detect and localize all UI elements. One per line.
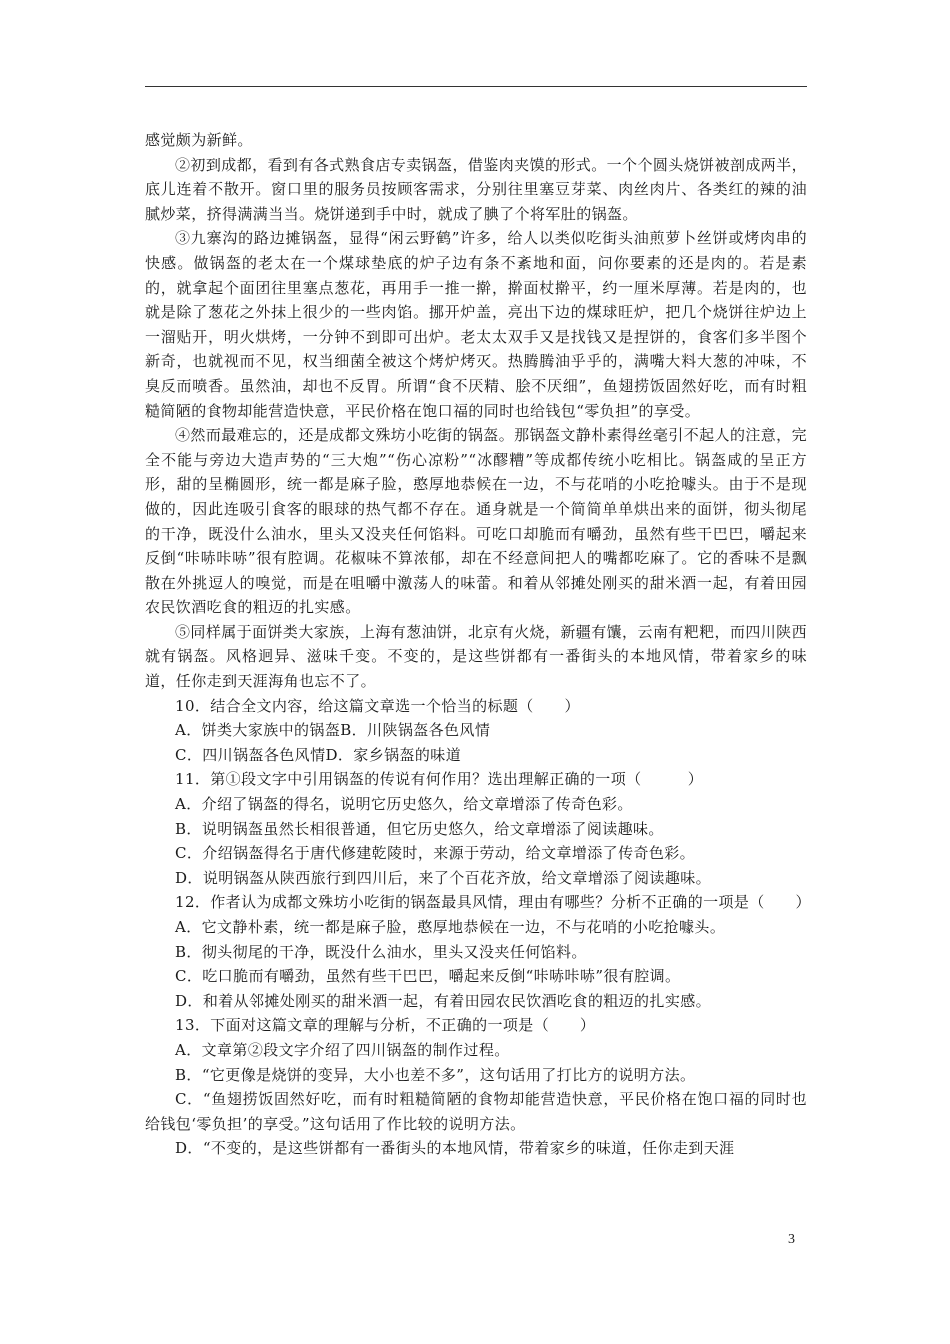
- paragraph-5: ⑤同样属于面饼类大家族，上海有葱油饼，北京有火烧，新疆有馕，云南有粑粑，而四川陕西就有锅盔。风格迥异、滋味千变。不变的，是这些饼都有一番街头的本地风情，带着家乡的味道，任你走到天涯海角也忘不了。: [145, 622, 807, 691]
- page-number: 3: [788, 1232, 795, 1247]
- question-11-option-b: B．说明锅盔虽然长相很普通，但它历史悠久，给文章增添了阅读趣味。: [175, 819, 664, 838]
- question-13-option-a: A．文章第②段文字介绍了四川锅盔的制作过程。: [175, 1040, 510, 1059]
- header-rule: [145, 86, 807, 87]
- question-12-option-d: D．和着从邻摊处刚买的甜米酒一起，有着田园农民饮酒吃食的粗迈的扎实感。: [175, 991, 712, 1010]
- question-13-stem: 13．下面对这篇文章的理解与分析，不正确的一项是（ ）: [175, 1016, 596, 1035]
- question-10-options-line1: A．饼类大家族中的锅盔B．川陕锅盔各色风情: [175, 721, 491, 740]
- question-12-option-c: C．吃口脆而有嚼劲，虽然有些干巴巴，嚼起来反倒“咔哧咔哧”很有腔调。: [175, 967, 681, 986]
- paragraph-4: ④然而最难忘的，还是成都文殊坊小吃街的锅盔。那锅盔文静朴素得丝毫引不起人的注意，完全不能与旁边大造声势的“三大炮”“伤心凉粉”“冰醪糟”等成都传统小吃相比。锅盔咸的呈正方形，甜的呈椭圆形，统一都是麻子脸，憨厚地恭候在一边，不与花哨的小吃抢噱头。由于不是现做的，因此连吸引食客的眼球的热气都不存在。通身就是一个简简单单烘出来的面饼，彻头彻尾的干净，既没什么油水，里头又没夹任何馅料。可吃口却脆而有嚼劲，虽然有些干巴巴，嚼起来反倒“咔哧咔哧”很有腔调。花椒味不算浓郁，却在不经意间把人的嘴都吃麻了。它的香味不是飘散在外挑逗人的嗅觉，而是在咀嚼中激荡人的味蕾。和着从邻摊处刚买的甜米酒一起，有着田园农民饮酒吃食的粗迈的扎实感。: [145, 426, 807, 617]
- question-12-option-b: B．彻头彻尾的干净，既没什么油水，里头又没夹任何馅料。: [175, 942, 587, 961]
- question-13-option-b: B．“它更像是烧饼的变异，大小也差不多”，这句话用了打比方的说明方法。: [175, 1065, 696, 1084]
- question-11-option-d: D．说明锅盔从陕西旅行到四川后，来了个百花齐放，给文章增添了阅读趣味。: [175, 868, 712, 887]
- question-11-stem: 11．第①段文字中引用锅盔的传说有何作用？选出理解正确的一项（ ）: [175, 770, 704, 789]
- question-12-stem: 12．作者认为成都文殊坊小吃街的锅盔最具风情，理由有哪些？分析不正确的一项是（ ）: [175, 893, 811, 912]
- question-11-option-c: C．介绍锅盔得名于唐代修建乾陵时，来源于劳动，给文章增添了传奇色彩。: [175, 844, 696, 863]
- question-10-stem: 10．结合全文内容，给这篇文章选一个恰当的标题（ ）: [175, 696, 580, 715]
- question-13-option-c: C．“鱼翅捞饭固然好吃，而有时粗糙简陋的食物却能营造快意，平民价格在饱口福的同时也给钱包‘零负担’的享受。”这句话用了作比较的说明方法。: [145, 1090, 807, 1133]
- question-13-option-d: D．“不变的，是这些饼都有一番街头的本地风情，带着家乡的味道，任你走到天涯: [175, 1139, 735, 1158]
- question-10-options-line2: C．四川锅盔各色风情D．家乡锅盔的味道: [175, 745, 462, 764]
- paragraph-2: ②初到成都，看到有各式熟食店专卖锅盔，借鉴肉夹馍的形式。一个个圆头烧饼被剖成两半，底儿连着不散开。窗口里的服务员按顾客需求，分别往里塞豆芽菜、肉丝肉片、各类红的辣的油腻炒菜，挤得满满当当。烧饼递到手中时，就成了腆了个将军肚的锅盔。: [145, 155, 807, 223]
- paragraph-3: ③九寨沟的路边摊锅盔，显得“闲云野鹤”许多，给人以类似吃街头油煎萝卜丝饼或烤肉串的快感。做锅盔的老太在一个煤球垫底的炉子边有条不紊地和面，问你要素的还是肉的。若是素的，就拿起个面团往里塞点葱花，再用手一推一擀，擀面杖擀平，约一厘米厚薄。若是肉的，也就是除了葱花之外抹上很少的一些肉馅。挪开炉盖，亮出下边的煤球旺炉，把几个烧饼往炉边上一溜贴开，明火烘烤，一分钟不到即可出炉。老太太双手又是找钱又是捏饼的，食客们多半图个新奇，也就视而不见，权当细菌全被这个烤炉烤灭。热腾腾油乎乎的，满嘴大料大葱的冲味，不臭反而喷香。虽然油，却也不反胃。所谓“食不厌精、脍不厌细”，鱼翅捞饭固然好吃，而有时粗糙简陋的食物却能营造快意，平民价格在饱口福的同时也给钱包“零负担”的享受。: [145, 229, 807, 420]
- question-11-option-a: A．介绍了锅盔的得名，说明它历史悠久，给文章增添了传奇色彩。: [175, 795, 633, 814]
- paragraph-continued: 感觉颇为新鲜。: [145, 131, 253, 149]
- article-body: [145, 128, 811, 1161]
- question-12-option-a: A．它文静朴素，统一都是麻子脸，憨厚地恭候在一边，不与花哨的小吃抢噱头。: [175, 918, 726, 936]
